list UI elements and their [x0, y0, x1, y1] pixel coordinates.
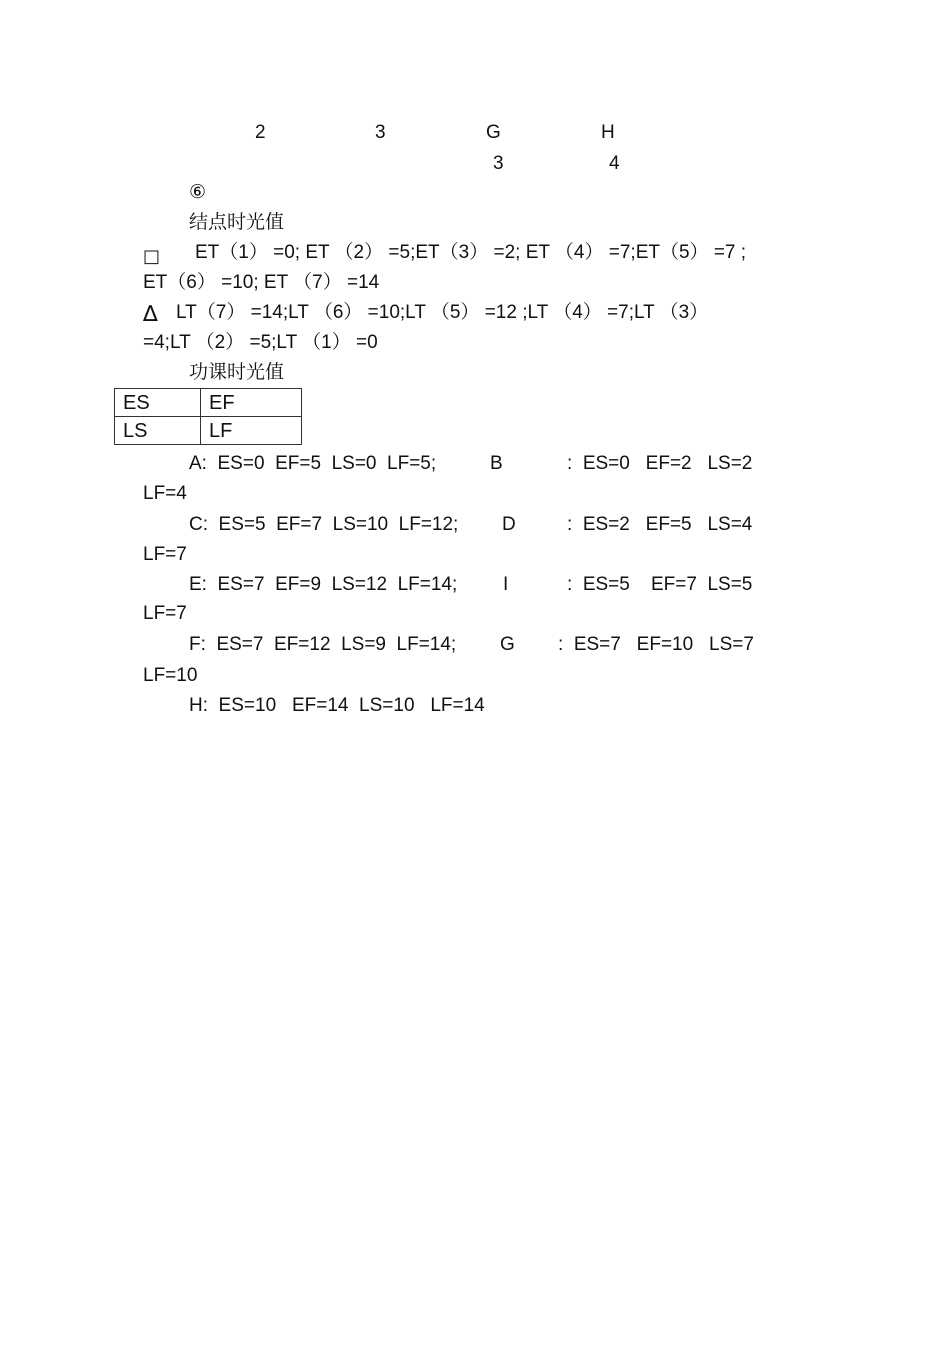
activity-last: H: ES=10 EF=14 LS=10 LF=14 — [189, 695, 485, 716]
table-cell: EF — [201, 389, 302, 417]
activity-right: : ES=2 EF=5 LS=4 — [567, 514, 753, 535]
node-heading: 结点时光值 — [189, 211, 285, 233]
triangle-icon: ∆ — [143, 302, 158, 327]
activity-name: G — [500, 634, 515, 655]
activity-cont: LF=4 — [143, 483, 187, 504]
activity-left: E: ES=7 EF=9 LS=12 LF=14; — [189, 574, 458, 595]
activity-name: I — [503, 574, 509, 595]
table-row — [115, 389, 302, 417]
diagram-label: 3 — [493, 153, 504, 174]
et-line-1: ET（1） =0; ET （2） =5;ET（3） =2; ET （4） =7;ET（5） =7 ; — [195, 242, 747, 263]
table-row — [115, 417, 302, 445]
et-line-2: ET（6） =10; ET （7） =14 — [143, 272, 380, 293]
node-marker: ⑥ — [189, 181, 207, 203]
table-cell: LS — [115, 417, 201, 445]
activity-right: : ES=0 EF=2 LS=2 — [567, 453, 753, 474]
activity-right: : ES=7 EF=10 LS=7 — [558, 634, 754, 655]
activity-left: F: ES=7 EF=12 LS=9 LF=14; — [189, 634, 457, 655]
activity-heading: 功课时光值 — [189, 361, 285, 383]
activity-cont: LF=7 — [143, 603, 187, 624]
lt-line-1: LT（7） =14;LT （6） =10;LT （5） =12 ;LT （4） =7;LT （3） — [176, 302, 709, 323]
activity-cont: LF=10 — [143, 665, 198, 686]
activity-right: : ES=5 EF=7 LS=5 — [567, 574, 753, 595]
square-icon: □ — [143, 246, 161, 267]
diagram-label: G — [486, 122, 501, 143]
activity-name: D — [502, 514, 516, 535]
activity-cont: LF=7 — [143, 544, 187, 565]
activity-left: C: ES=5 EF=7 LS=10 LF=12; — [189, 514, 459, 535]
table-cell: LF — [201, 417, 302, 445]
diagram-label: 3 — [375, 122, 386, 143]
diagram-label: 2 — [255, 122, 266, 143]
diagram-label: H — [601, 122, 615, 143]
table-cell: ES — [115, 389, 201, 417]
activity-left: A: ES=0 EF=5 LS=0 LF=5; — [189, 453, 437, 474]
diagram-label: 4 — [609, 153, 620, 174]
lt-line-2: =4;LT （2） =5;LT （1） =0 — [143, 332, 378, 353]
activity-name: B — [490, 453, 503, 474]
es-ef-legend-table — [114, 388, 302, 445]
